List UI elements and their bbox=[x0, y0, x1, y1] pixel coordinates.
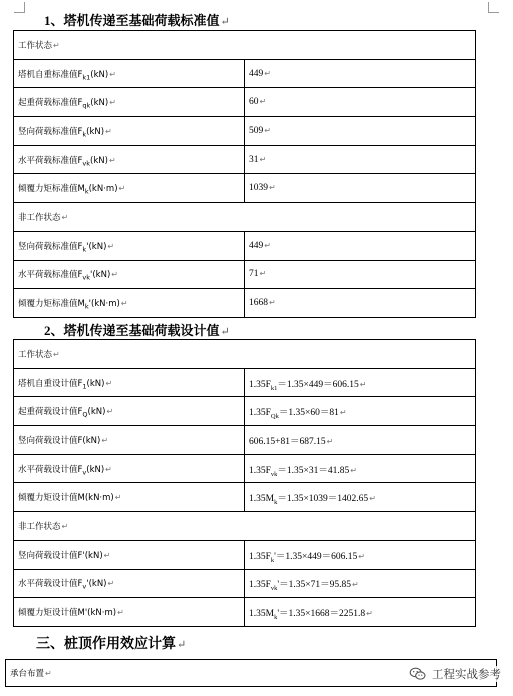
row-label: 起重荷载标准值$F_{qk}(kN)↵$ bbox=[14, 88, 245, 117]
heading-1 bbox=[44, 10, 230, 29]
row-value: 31↵ bbox=[245, 145, 476, 174]
table-row bbox=[14, 289, 476, 318]
section-working-row bbox=[14, 31, 476, 60]
paragraph-mark: ↵ bbox=[220, 16, 230, 28]
section-nonworking-row bbox=[14, 203, 476, 232]
table-row bbox=[14, 540, 476, 569]
table-row bbox=[14, 368, 476, 397]
row-value: 509↵ bbox=[245, 117, 476, 146]
design-load-table bbox=[13, 339, 476, 627]
row-label: 水平荷载标准值$F_{vk}(kN)↵$ bbox=[14, 145, 245, 174]
section-nonworking-row-cell: 非工作状态↵ bbox=[14, 203, 476, 232]
table-row bbox=[14, 598, 476, 627]
row-label: 倾覆力矩标准值$M_k(kN\cdot m)↵$ bbox=[14, 174, 245, 203]
row-value: $1.35M_k=1.35\times 1039=1402.65↵$ bbox=[245, 483, 476, 512]
row-label: 塔机自重标准值$F_{k1}(kN)↵$ bbox=[14, 59, 245, 88]
row-value: 449↵ bbox=[245, 231, 476, 260]
table-row bbox=[14, 88, 476, 117]
row-label: 水平荷载标准值$F_{vk}'(kN)↵$ bbox=[14, 260, 245, 289]
row-label: 竖向荷载标准值$F_k(kN)↵$ bbox=[14, 117, 245, 146]
table-row bbox=[14, 454, 476, 483]
row-value: 449↵ bbox=[245, 59, 476, 88]
watermark bbox=[407, 666, 503, 682]
section-nonworking-row-cell: 非工作状态↵ bbox=[14, 512, 476, 541]
page-corner-mark-left bbox=[14, 2, 25, 13]
row-value: $1.35F_{Qk}=1.35\times 60=81↵$ bbox=[245, 397, 476, 426]
row-value: 60↵ bbox=[245, 88, 476, 117]
row-value: $1.35M_k'=1.35\times 1668=2251.8↵$ bbox=[245, 598, 476, 627]
section-working-row-cell: 工作状态↵ bbox=[14, 31, 476, 60]
row-label: 水平荷载设计值$F_v(kN)↵$ bbox=[14, 454, 245, 483]
heading-2 bbox=[44, 320, 230, 339]
table-row bbox=[14, 59, 476, 88]
row-label: 竖向荷载设计值F(kN)↵ bbox=[14, 426, 245, 455]
row-value: 1039↵ bbox=[245, 174, 476, 203]
row-label: 水平荷载设计值$F_v'(kN)↵$ bbox=[14, 569, 245, 598]
row-value: 71↵ bbox=[245, 260, 476, 289]
heading-3-text: 三、桩顶作用效应计算 bbox=[36, 637, 176, 652]
row-value: $1.35F_k'=1.35\times 449=606.15↵$ bbox=[245, 540, 476, 569]
row-label: 竖向荷载标准值$F_k'(kN)↵$ bbox=[14, 231, 245, 260]
paragraph-mark: ↵ bbox=[220, 326, 230, 338]
section-nonworking-row bbox=[14, 512, 476, 541]
row-label: 倾覆力矩设计值M'(kN·m)↵ bbox=[14, 598, 245, 627]
table-row bbox=[14, 426, 476, 455]
table-row bbox=[14, 145, 476, 174]
row-label: 塔机自重设计值$F_1(kN)↵$ bbox=[14, 368, 245, 397]
watermark-text: 工程实战参考 bbox=[432, 667, 501, 681]
section-working-row bbox=[14, 340, 476, 369]
heading-2-text: 2、塔机传递至基础荷载设计值 bbox=[44, 323, 220, 338]
section-working-row-cell: 工作状态↵ bbox=[14, 340, 476, 369]
row-value: $1.35F_{k1}=1.35\times 449=606.15↵$ bbox=[245, 368, 476, 397]
table-row bbox=[14, 483, 476, 512]
heading-3 bbox=[36, 633, 186, 653]
row-label: 起重荷载设计值$F_Q(kN)↵$ bbox=[14, 397, 245, 426]
row-value: $1.35F_{vk}=1.35\times 31=41.85↵$ bbox=[245, 454, 476, 483]
table-row bbox=[14, 231, 476, 260]
page-corner-mark-right bbox=[488, 2, 499, 13]
table-row bbox=[14, 174, 476, 203]
standard-load-table bbox=[13, 30, 476, 318]
row-label: 竖向荷载设计值F'(kN)↵ bbox=[14, 540, 245, 569]
table-row bbox=[14, 260, 476, 289]
pile-cap-layout-label: 承台布置 bbox=[10, 669, 45, 679]
row-label: 倾覆力矩设计值M(kN·m)↵ bbox=[14, 483, 245, 512]
table-row bbox=[14, 569, 476, 598]
wechat-icon bbox=[409, 667, 427, 681]
row-value: 1668↵ bbox=[245, 289, 476, 318]
row-value: $1.35F_{vk}'=1.35\times 71=95.85↵$ bbox=[245, 569, 476, 598]
table-row bbox=[14, 117, 476, 146]
paragraph-mark: ↵ bbox=[177, 639, 187, 651]
row-label: 倾覆力矩标准值$M_k'(kN\cdot m)↵$ bbox=[14, 289, 245, 318]
paragraph-mark: ↵ bbox=[45, 669, 52, 678]
row-value: 606.15+81＝687.15↵ bbox=[245, 426, 476, 455]
heading-1-text: 1、塔机传递至基础荷载标准值 bbox=[44, 13, 220, 28]
table-row bbox=[14, 397, 476, 426]
